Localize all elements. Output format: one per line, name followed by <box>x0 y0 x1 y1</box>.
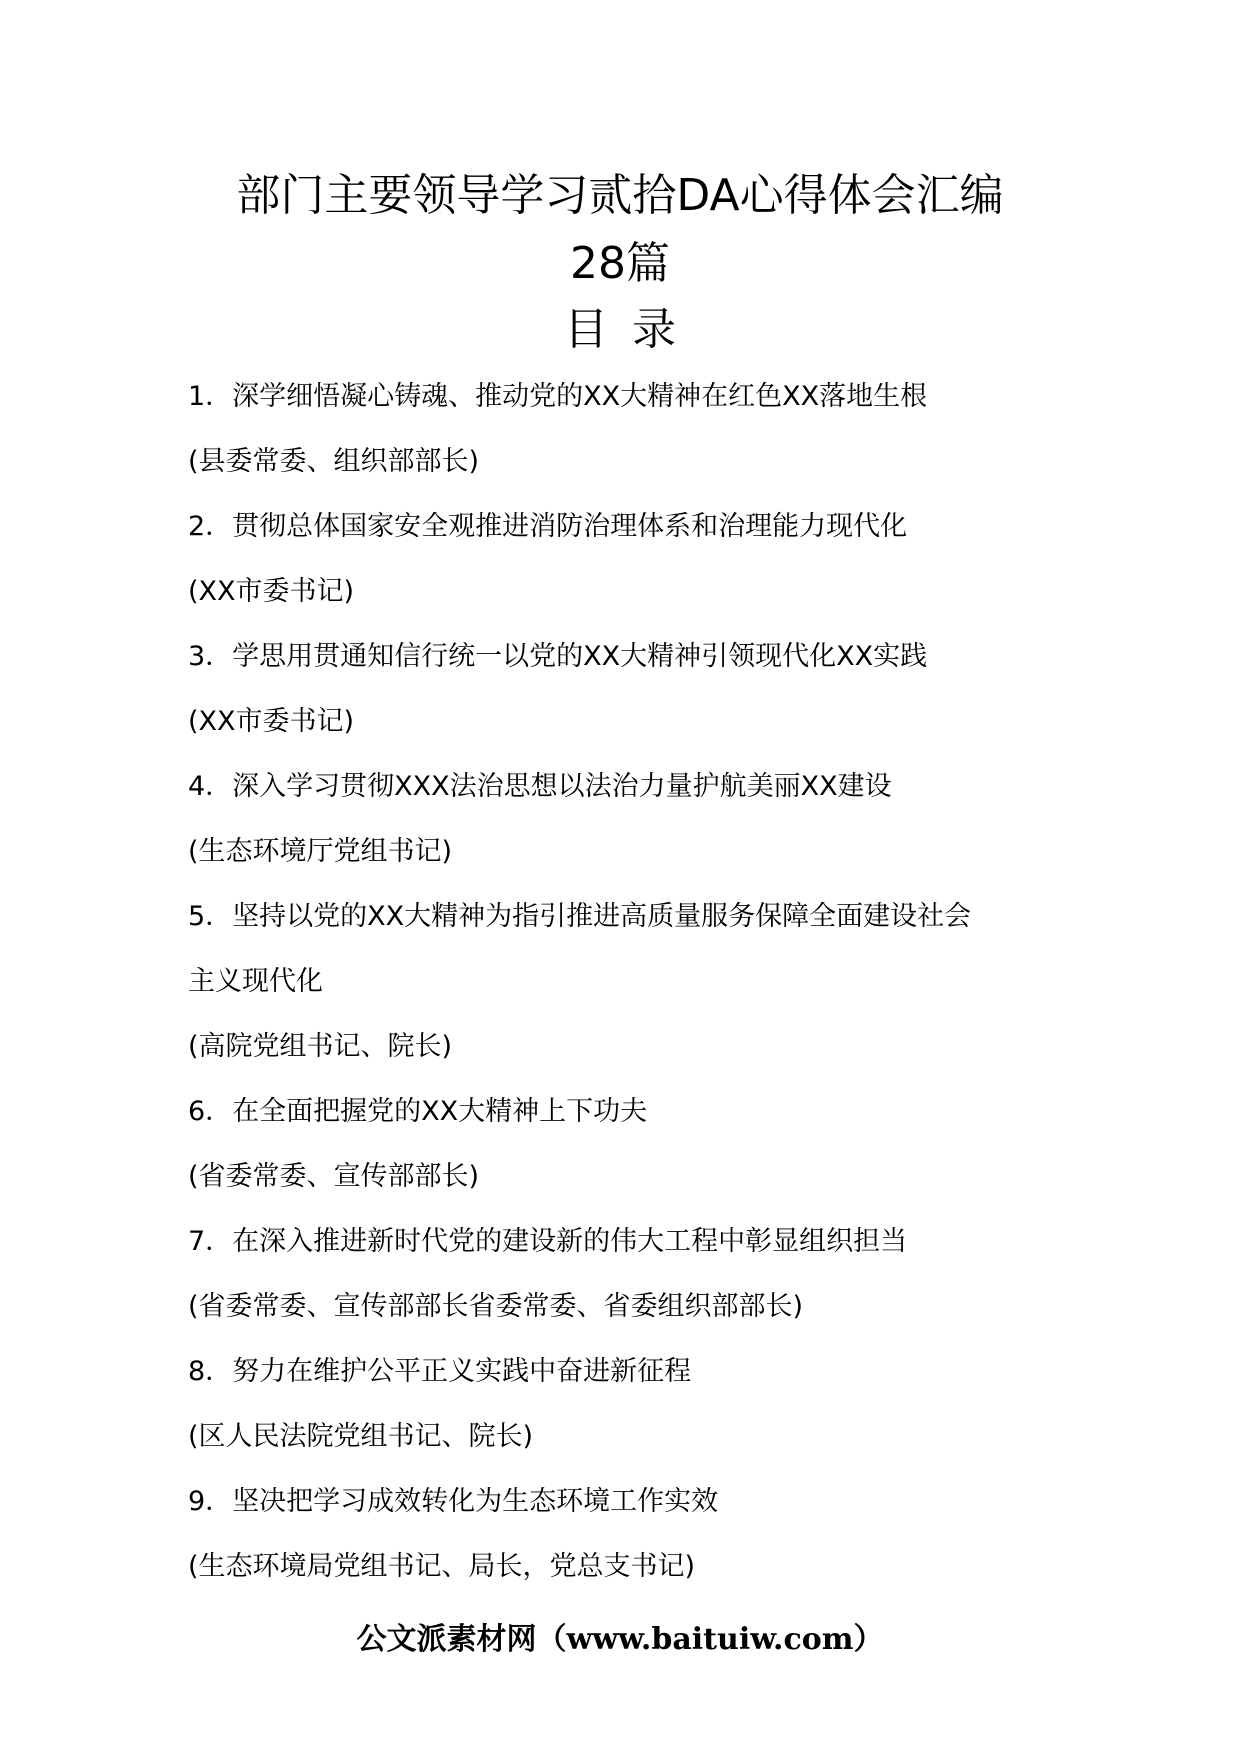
toc-entry-4-title: 4．深入学习贯彻XXX法治思想以法治力量护航美丽XX建设 <box>188 771 892 802</box>
toc-heading: 目录 <box>564 304 700 355</box>
toc-entry-1-title: 1．深学细悟凝心铸魂、推动党的XX大精神在红色XX落地生根 <box>188 381 928 412</box>
toc-entry-5-title: 5．坚持以党的XX大精神为指引推进高质量服务保障全面建设社会 <box>188 901 972 932</box>
document-title: 部门主要领导学习贰拾DA心得体会汇编 <box>236 170 1004 221</box>
toc-entry-7-author: (省委常委、宣传部部长省委常委、省委组织部部长) <box>188 1291 804 1322</box>
toc-entry-2-author: (XX市委书记) <box>188 576 355 607</box>
page-footer-watermark: 公文派素材网（www.baituiw.com） <box>356 1622 884 1657</box>
table-of-contents <box>188 372 1088 1607</box>
toc-entry-8-title: 8．努力在维护公平正义实践中奋进新征程 <box>188 1356 692 1387</box>
toc-entry-8-author: (区人民法院党组书记、院长) <box>188 1421 534 1452</box>
toc-entry-4-author: (生态环境厅党组书记) <box>188 836 453 867</box>
toc-entry-9-author: (生态环境局党组书记、局长，党总支书记) <box>188 1551 696 1582</box>
toc-entry-5-title-continued: 主义现代化 <box>188 966 323 997</box>
toc-entry-2-title: 2．贯彻总体国家安全观推进消防治理体系和治理能力现代化 <box>188 511 908 542</box>
toc-entry-3-title: 3．学思用贯通知信行统一以党的XX大精神引领现代化XX实践 <box>188 641 928 672</box>
toc-entry-6-title: 6．在全面把握党的XX大精神上下功夫 <box>188 1096 648 1127</box>
toc-entry-9-title: 9．坚决把学习成效转化为生态环境工作实效 <box>188 1486 719 1517</box>
document-title-count: 28篇 <box>570 238 670 289</box>
toc-entry-5-author: (高院党组书记、院长) <box>188 1031 453 1062</box>
toc-entry-6-author: (省委常委、宣传部部长) <box>188 1161 480 1192</box>
toc-entry-1-author: (县委常委、组织部部长) <box>188 446 480 477</box>
toc-entry-7-title: 7．在深入推进新时代党的建设新的伟大工程中彰显组织担当 <box>188 1226 908 1257</box>
toc-entry-3-author: (XX市委书记) <box>188 706 355 737</box>
